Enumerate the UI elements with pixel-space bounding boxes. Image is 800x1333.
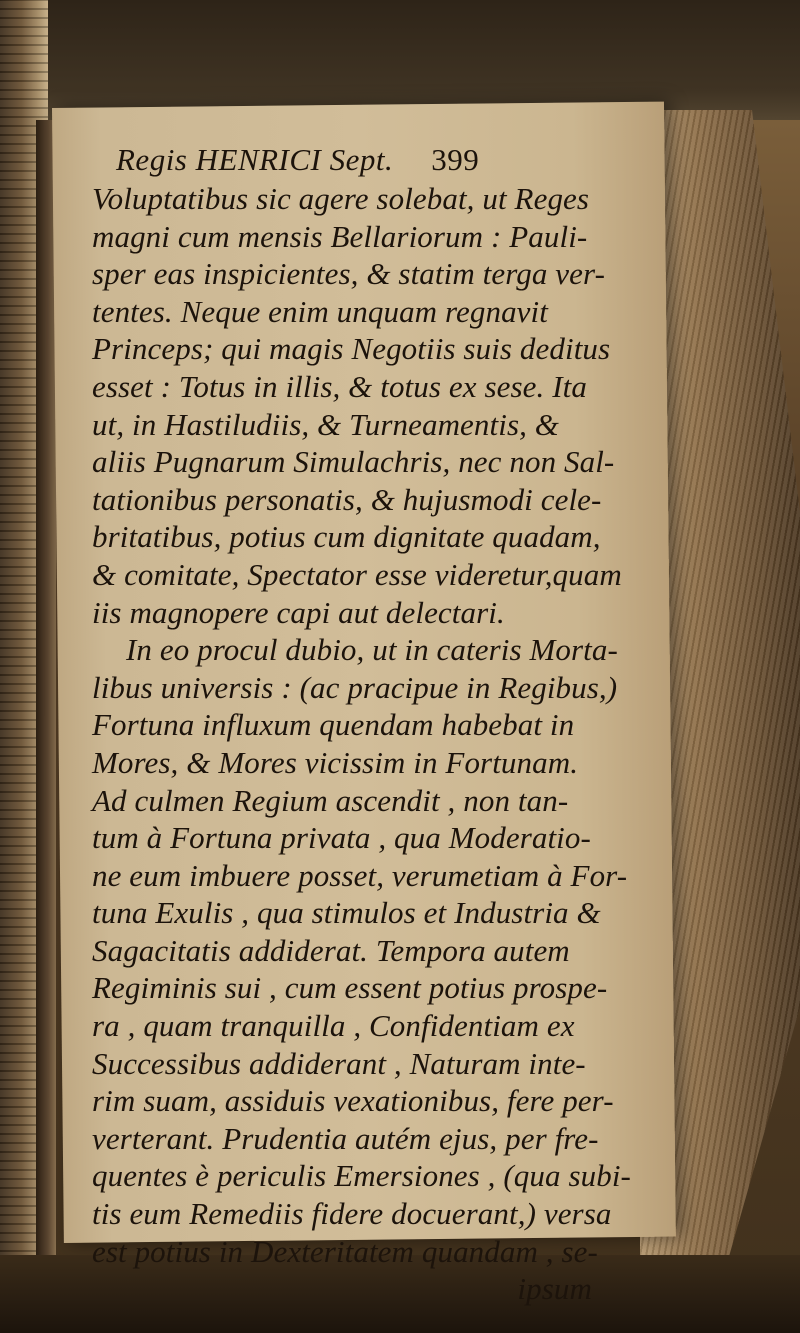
text-line: Fortuna influxum quendam habebat in (92, 707, 575, 743)
text-line: Successibus addiderant , Naturam inte- (92, 1045, 586, 1081)
text-line: tum à Fortuna privata , qua Moderatio- (92, 820, 591, 856)
text-line: ut, in Hastiludiis, & Turneamentis, & (92, 406, 560, 442)
text-line: Princeps; qui magis Negotiis suis deditus (92, 331, 611, 367)
text-line: Mores, & Mores vicissim in Fortunam. (92, 744, 579, 780)
text-line: rim suam, assiduis vexationibus, fere per- (92, 1083, 614, 1119)
text-line: verterant. Prudentia autém ejus, per fre- (92, 1120, 599, 1156)
text-line: esset : Totus in illis, & totus ex sese. Ita (92, 368, 587, 404)
text-line: Voluptatibus sic agere solebat, ut Reges (92, 181, 590, 216)
page-text (92, 140, 632, 1308)
text-line: tentes. Neque enim unquam regnavit (92, 293, 548, 329)
text-line: britatibus, potius cum dignitate quadam, (92, 519, 601, 555)
text-line: quentes è periculis Emersiones , (qua subi- (92, 1158, 631, 1194)
text-line: tationibus personatis, & hujusmodi cele- (92, 481, 602, 517)
text-line: tuna Exulis , qua stimulos et Industria & (92, 895, 601, 931)
catchword: ipsum (517, 1271, 592, 1307)
text-line: sper eas inspicientes, & statim terga ver- (92, 256, 605, 292)
text-line: est potius in Dexteritatem quandam , se- (92, 1233, 598, 1269)
page-header (116, 140, 632, 180)
text-line: ra , quam tranquilla , Confidentiam ex (92, 1008, 575, 1044)
text-line: Regiminis sui , cum essent potius prospe- (92, 970, 608, 1006)
text-line: ne eum imbuere posset, verumetiam à For- (92, 857, 628, 893)
text-line: Sagacitatis addiderat. Tempora autem (92, 932, 570, 968)
text-line: libus universis : (ac pracipue in Regibus,) (92, 669, 618, 705)
page-number: 399 (431, 142, 480, 177)
text-line: Ad culmen Regium ascendit , non tan- (92, 782, 569, 818)
text-line: iis magnopere capi aut delectari. (92, 594, 505, 630)
running-head: Regis HENRICI Sept. (116, 142, 394, 177)
text-line: magni cum mensis Bellariorum : Pauli- (92, 218, 588, 254)
text-line: In eo procul dubio, ut in cateris Morta- (126, 632, 618, 668)
text-line: tis eum Remediis fidere docuerant,) versa (92, 1196, 612, 1232)
text-line: aliis Pugnarum Simulachris, nec non Sal- (92, 444, 615, 480)
text-line: & comitate, Spectator esse videretur,quam (92, 556, 622, 592)
